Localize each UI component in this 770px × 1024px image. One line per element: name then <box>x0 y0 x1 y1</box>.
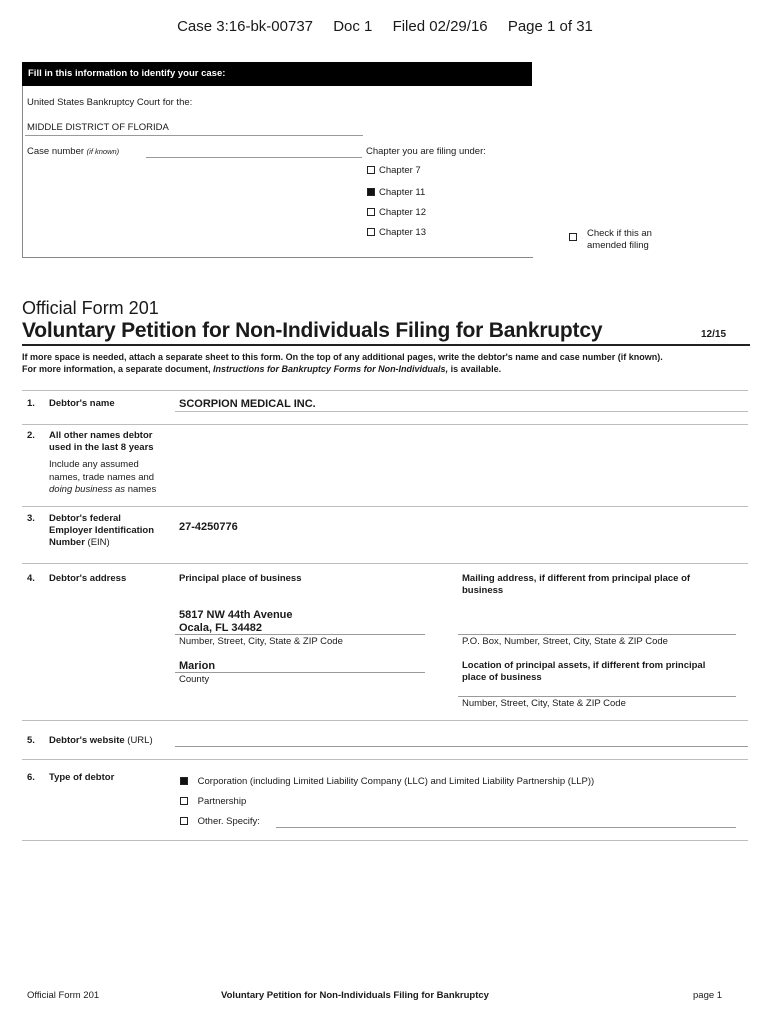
partnership-option[interactable]: Partnership <box>180 796 246 807</box>
other-option[interactable]: Other. Specify: <box>180 816 260 827</box>
website-label: Debtor's website (URL) <box>49 735 153 746</box>
checkbox-icon <box>180 817 188 825</box>
corporation-option[interactable]: Corporation (including Limited Liability Company (LLC) and Limited Liability Partnership (LLP)) <box>180 776 594 787</box>
checkbox-checked-icon <box>367 188 375 196</box>
chapter-7-option[interactable]: Chapter 7 <box>367 165 421 176</box>
debtor-name-label: Debtor's name <box>49 398 115 409</box>
checkbox-checked-icon <box>180 777 188 785</box>
chapter-11-option[interactable]: Chapter 11 <box>367 187 425 198</box>
county-caption: County <box>179 674 210 685</box>
separator <box>22 424 748 425</box>
po-box-caption: P.O. Box, Number, Street, City, State & ZIP Code <box>462 636 668 647</box>
debtor-type-label: Type of debtor <box>49 772 115 783</box>
separator <box>22 720 748 721</box>
case-number-header: Case 3:16-bk-00737 <box>177 18 314 35</box>
county-value: Marion <box>179 660 216 672</box>
principal-street: 5817 NW 44th Avenue <box>179 609 293 621</box>
case-number-label: Case number (if known) <box>27 146 120 157</box>
page-count: Page 1 of 31 <box>507 18 593 35</box>
case-number-field[interactable] <box>146 157 362 158</box>
principal-assets-heading: Location of principal assets, if different from principal place of business <box>462 660 706 683</box>
footer-title: Voluntary Petition for Non-Individuals Filing for Bankruptcy <box>221 990 489 1001</box>
assets-address-caption: Number, Street, City, State & ZIP Code <box>462 698 626 709</box>
mailing-address-line[interactable] <box>458 634 736 635</box>
item-3-number: 3. <box>27 513 35 524</box>
form-title: Voluntary Petition for Non-Individuals Filing for Bankruptcy <box>22 319 603 342</box>
footer-form-number: Official Form 201 <box>27 990 100 1001</box>
amended-checkbox[interactable] <box>569 227 581 245</box>
chapter-label: Chapter you are filing under: <box>366 146 486 157</box>
item-5-number: 5. <box>27 735 35 746</box>
form-number: Official Form 201 <box>22 298 159 318</box>
checkbox-icon <box>367 228 375 236</box>
form-version: 12/15 <box>701 329 727 340</box>
item-1-number: 1. <box>27 398 35 409</box>
other-names-label: All other names debtor used in the last 8 years <box>49 430 154 453</box>
website-field[interactable] <box>175 746 748 747</box>
case-id-box <box>22 62 533 258</box>
street-caption: Number, Street, City, State & ZIP Code <box>179 636 343 647</box>
checkbox-icon <box>569 233 577 241</box>
item-4-number: 4. <box>27 573 35 584</box>
amended-filing-label: Check if this an amended filing <box>587 228 652 251</box>
instructions-note: If more space is needed, attach a separate sheet to this form. On the top of any additional pages, write the debtor's name and case number (if known). For more information, a separate document, Instructions for Bankruptcy Forms for Non-Individuals, is available. <box>22 352 663 374</box>
principal-city: Ocala, FL 34482 <box>179 622 262 634</box>
county-line <box>175 672 425 673</box>
item-6-number: 6. <box>27 772 35 783</box>
debtor-name-value: SCORPION MEDICAL INC. <box>179 398 316 410</box>
separator <box>22 506 748 507</box>
item-2-number: 2. <box>27 430 35 441</box>
separator <box>22 563 748 564</box>
chapter-13-option[interactable]: Chapter 13 <box>367 227 426 238</box>
other-names-hint: Include any assumed names, trade names and doing business as names <box>49 459 157 495</box>
principal-address-line <box>175 634 425 635</box>
principal-assets-line[interactable] <box>458 696 736 697</box>
other-specify-field[interactable] <box>276 827 736 828</box>
case-id-bar: Fill in this information to identify your case: <box>22 62 532 86</box>
title-rule <box>22 344 750 346</box>
checkbox-icon <box>180 797 188 805</box>
ein-value: 27-4250776 <box>179 521 238 533</box>
separator <box>22 390 748 391</box>
case-header <box>0 18 770 35</box>
ein-label: Debtor's federal Employer Identification Number (EIN) <box>49 513 155 548</box>
chapter-12-option[interactable]: Chapter 12 <box>367 207 426 218</box>
court-label: United States Bankruptcy Court for the: <box>27 97 193 108</box>
separator <box>22 759 748 760</box>
footer-page: page 1 <box>693 990 723 1001</box>
principal-place-heading: Principal place of business <box>179 573 302 584</box>
checkbox-icon <box>367 208 375 216</box>
mailing-address-heading: Mailing address, if different from principal place of business <box>462 573 691 596</box>
debtor-name-field-line <box>175 411 748 412</box>
filed-date: Filed 02/29/16 <box>392 18 488 35</box>
district-field: MIDDLE DISTRICT OF FLORIDA <box>25 122 363 136</box>
doc-number: Doc 1 <box>333 18 373 35</box>
checkbox-icon <box>367 166 375 174</box>
address-label: Debtor's address <box>49 573 127 584</box>
separator <box>22 840 748 841</box>
